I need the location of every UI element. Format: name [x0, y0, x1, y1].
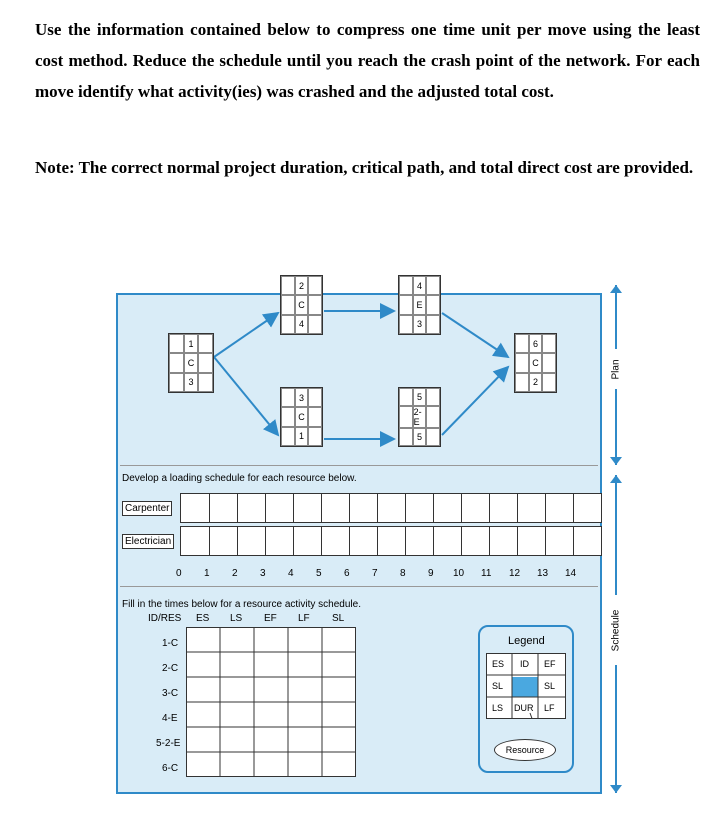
schedule-indicator: [606, 475, 626, 793]
activity-row-label: 3-C: [162, 688, 179, 699]
node-resource: C: [295, 407, 309, 426]
note-paragraph: Note: The correct normal project duration, critical path, and total direct cost are provided.: [35, 158, 694, 177]
tick-label: 0: [176, 568, 182, 579]
arrow-1-3: [214, 357, 278, 435]
node-id: 1: [184, 334, 199, 353]
legend-dur: DUR: [514, 703, 534, 713]
table-header-ef: EF: [264, 613, 277, 624]
node-resource: E: [413, 295, 427, 314]
section-divider: [120, 586, 598, 587]
tick-label: 14: [565, 568, 577, 579]
plan-label: Plan: [610, 358, 622, 380]
node-resource: C: [529, 353, 543, 372]
arrow-5-6: [442, 367, 508, 435]
tick-label: 13: [537, 568, 549, 579]
legend-box: [478, 625, 574, 773]
network-node-5: [398, 387, 441, 447]
activity-row-label: 4-E: [162, 713, 178, 724]
table-header-ls: LS: [230, 613, 243, 624]
tick-label: 11: [481, 568, 492, 579]
section-divider: [120, 465, 598, 466]
loading-title: Develop a loading schedule for each resource below.: [122, 473, 357, 484]
legend-ls: LS: [492, 703, 504, 713]
network-node-4: [398, 275, 441, 335]
legend-es: ES: [492, 659, 505, 669]
tick-label: 7: [372, 568, 378, 579]
schedule-label: Schedule: [610, 609, 622, 651]
activity-table-grid[interactable]: [186, 627, 356, 777]
tick-label: 2: [232, 568, 238, 579]
node-resource: 2-E: [413, 406, 427, 428]
tick-label: 1: [204, 568, 210, 579]
row-label-electrician: Electrician: [122, 534, 174, 549]
activity-table-title: Fill in the times below for a resource activity schedule.: [122, 599, 361, 610]
activity-row-label: 5-2-E: [156, 738, 181, 749]
network-node-1: [168, 333, 214, 393]
node-duration: 5: [413, 428, 427, 446]
node-id: 3: [295, 388, 309, 407]
node-duration: 1: [295, 427, 309, 446]
activity-row-label: 6-C: [162, 763, 179, 774]
tick-label: 12: [509, 568, 521, 579]
table-header-es: ES: [196, 613, 210, 624]
tick-label: 4: [288, 568, 294, 579]
node-id: 5: [413, 388, 427, 406]
legend-resource-oval: Resource: [494, 739, 556, 761]
electrician-grid[interactable]: [180, 526, 602, 556]
plan-indicator: [606, 285, 626, 465]
node-duration: 3: [413, 315, 427, 334]
node-id: 4: [413, 276, 427, 295]
tick-label: 3: [260, 568, 266, 579]
node-resource: C: [295, 295, 309, 314]
table-header-id-res: ID/RES: [148, 613, 182, 624]
node-id: 6: [529, 334, 543, 353]
node-duration: 3: [184, 373, 199, 392]
tick-label: 5: [316, 568, 322, 579]
arrow-4-6: [442, 313, 508, 357]
legend-ef: EF: [544, 659, 556, 669]
node-duration: 4: [295, 315, 309, 334]
carpenter-grid[interactable]: [180, 493, 602, 523]
legend-sl-left: SL: [492, 681, 504, 691]
legend-id: ID: [520, 659, 529, 669]
tick-label: 9: [428, 568, 434, 579]
table-header-sl: SL: [332, 613, 345, 624]
node-duration: 2: [529, 373, 543, 392]
instruction-paragraph: Use the information contained below to compress one time unit per move using the least cost method. Reduce the schedule until you reach the crash point of the network. For each move identify what activity(ies) was crashed and the adjusted total cost.: [35, 20, 700, 101]
tick-label: 6: [344, 568, 350, 579]
legend-sl-right: SL: [544, 681, 556, 691]
tick-label: 10: [453, 568, 465, 579]
network-node-6: [514, 333, 557, 393]
tick-label: 8: [400, 568, 406, 579]
activity-row-label: 2-C: [162, 663, 179, 674]
table-header-lf: LF: [298, 613, 310, 624]
figure-panel: [116, 280, 602, 794]
node-resource: C: [184, 353, 199, 372]
node-id: 2: [295, 276, 309, 295]
row-label-carpenter: Carpenter: [122, 501, 172, 516]
network-node-3: [280, 387, 323, 447]
arrow-1-2: [214, 313, 278, 357]
activity-row-label: 1-C: [162, 638, 179, 649]
legend-title: Legend: [508, 635, 545, 647]
legend-lf: LF: [544, 703, 555, 713]
network-node-2: [280, 275, 323, 335]
